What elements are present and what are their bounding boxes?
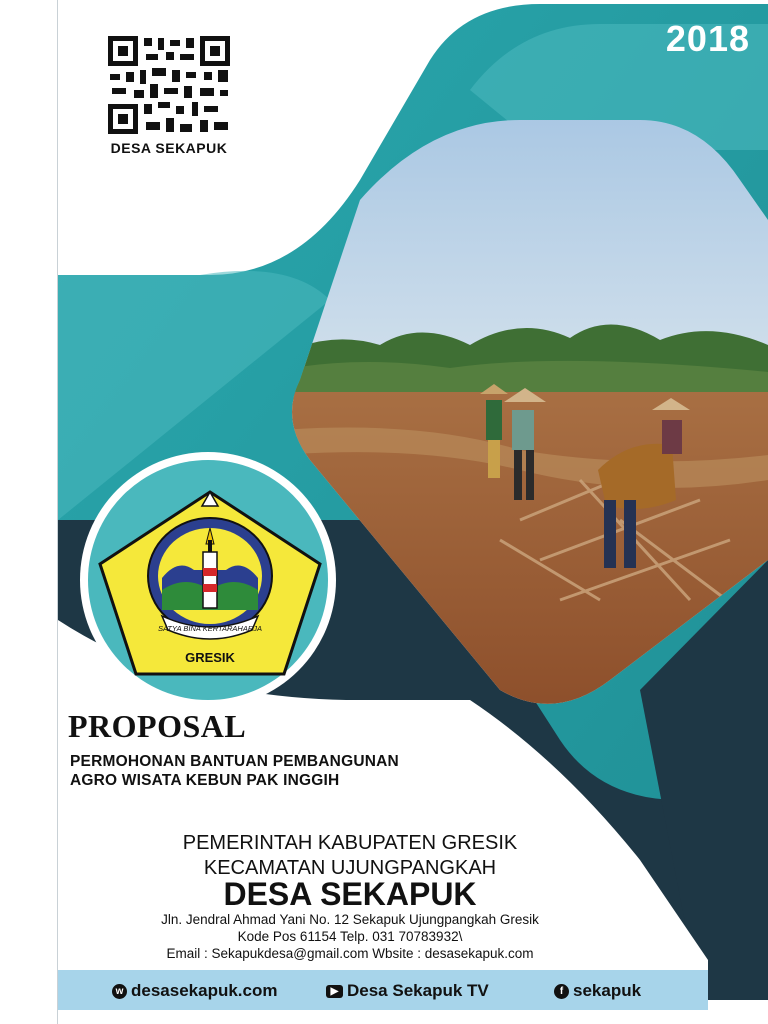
proposal-title: PROPOSAL [68, 708, 247, 744]
address-line-3: Email : Sekapukdesa@gmail.com Wbsite : desasekapuk.com [166, 946, 534, 961]
subtitle-line-2: AGRO WISATA KEBUN PAK INGGIH [70, 772, 340, 789]
footer-youtube-text: Desa Sekapuk TV [347, 981, 489, 1000]
year-label: 2018 [665, 18, 750, 59]
binding-spine [0, 0, 58, 1024]
footer-facebook[interactable] [554, 981, 641, 1001]
emblem-name: GRESIK [185, 650, 235, 665]
footer-website-text: desasekapuk.com [131, 981, 278, 1000]
address-line-1: Jln. Jendral Ahmad Yani No. 12 Sekapuk Ujungpangkah Gresik [161, 912, 539, 927]
gresik-emblem [82, 478, 338, 686]
footer-band [58, 970, 708, 1010]
gov-line-1: PEMERINTAH KABUPATEN GRESIK [182, 832, 518, 854]
footer-youtube[interactable] [326, 981, 489, 1001]
footer-website[interactable] [112, 981, 277, 1001]
proposal-subtitle [70, 752, 399, 790]
subtitle-line-1: PERMOHONAN BANTUAN PEMBANGUNAN [70, 753, 399, 770]
tv-icon: ▶ [326, 985, 343, 998]
address-line-2: Kode Pos 61154 Telp. 031 70783932\ [237, 929, 463, 944]
village-name: DESA SEKAPUK [223, 876, 477, 912]
emblem-motto: SATYA BINA KERTARAHARJA [157, 624, 263, 633]
www-icon: w [112, 984, 127, 999]
footer-facebook-text: sekapuk [573, 981, 642, 1000]
gov-line-2: KECAMATAN UJUNGPANGKAH [203, 857, 497, 879]
qr-code-icon [108, 36, 230, 134]
facebook-icon: f [554, 984, 569, 999]
qr-block [104, 36, 234, 156]
qr-caption: DESA SEKAPUK [110, 140, 228, 156]
